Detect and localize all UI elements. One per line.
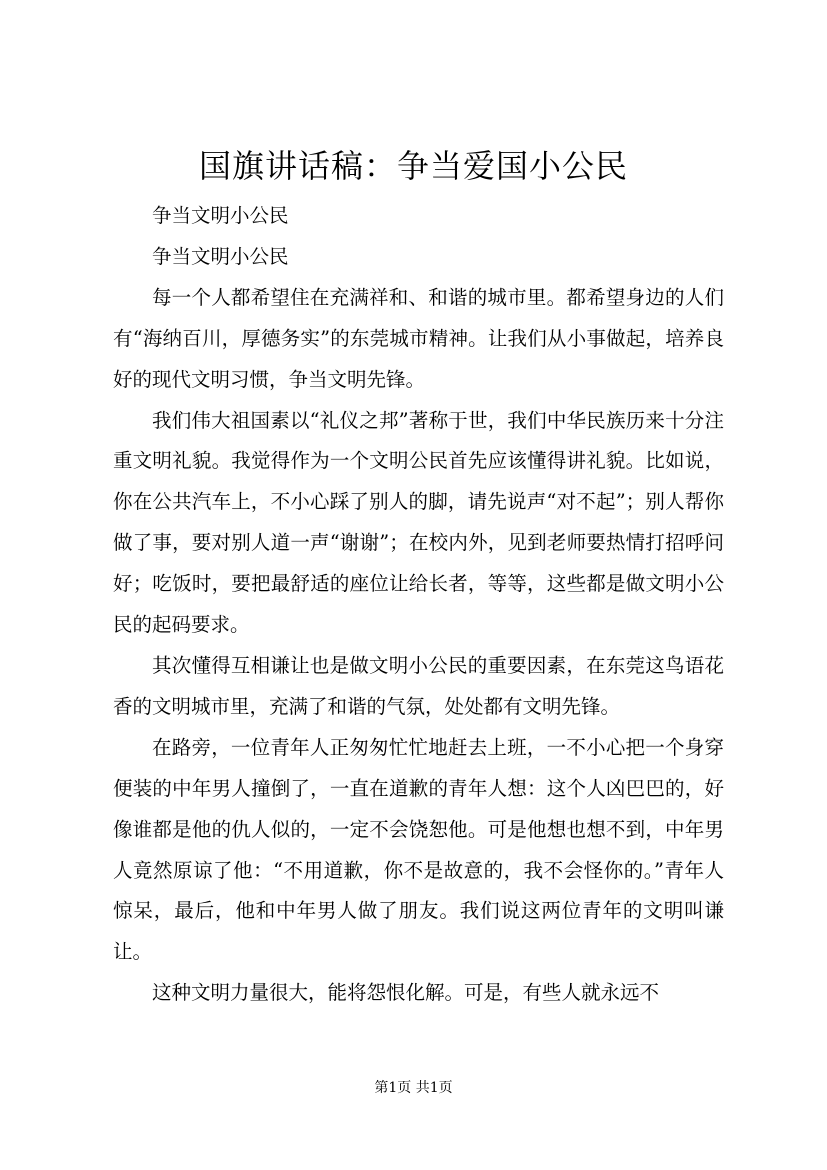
paragraph: 争当文明小公民 xyxy=(152,244,289,268)
paragraph: 其次懂得互相谦让也是做文明小公民的重要因素，在东莞这鸟语花香的文明城市里，充满了和谐的气氛，处处都有文明先锋。 xyxy=(113,653,724,718)
paragraph: 这种文明力量很大，能将怨恨化解。可是，有些人就永远不 xyxy=(152,981,660,1005)
paragraph: 争当文明小公民 xyxy=(152,204,289,227)
document-title: 国旗讲话稿：争当爱国小公民 xyxy=(198,147,628,185)
paragraph: 我们伟大祖国素以“礼仪之邦”著称于世，我们中华民族历来十分注重文明礼貌。我觉得作为一个文明公民首先应该懂得讲礼貌。比如说，你在公共汽车上，不小心踩了别人的脚，请先说声“对不起”；别人帮你做了事，要对别人道一声“谢谢”；在校内外，见到老师要热情打招呼问好；吃饭时，要把最舒适的座位让给长者，等等，这些都是做文明小公民的起码要求。 xyxy=(113,408,724,637)
document-body xyxy=(113,196,724,1014)
paragraph: 在路旁，一位青年人正匆匆忙忙地赶去上班，一不小心把一个身穿便装的中年男人撞倒了，一直在道歉的青年人想：这个人凶巴巴的，好像谁都是他的仇人似的，一定不会饶恕他。可是他想也想不到，中年男人竟然原谅了他：“不用道歉，你不是故意的，我不会怪你的。”青年人惊呆，最后，他和中年男人做了朋友。我们说这两位青年的文明叫谦让。 xyxy=(113,735,724,964)
page-footer: 第1页 共1页 xyxy=(374,1080,453,1096)
paragraph: 每一个人都希望住在充满祥和、和谐的城市里。都希望身边的人们有“海纳百川，厚德务实”的东莞城市精神。让我们从小事做起，培养良好的现代文明习惯，争当文明先锋。 xyxy=(113,285,724,391)
